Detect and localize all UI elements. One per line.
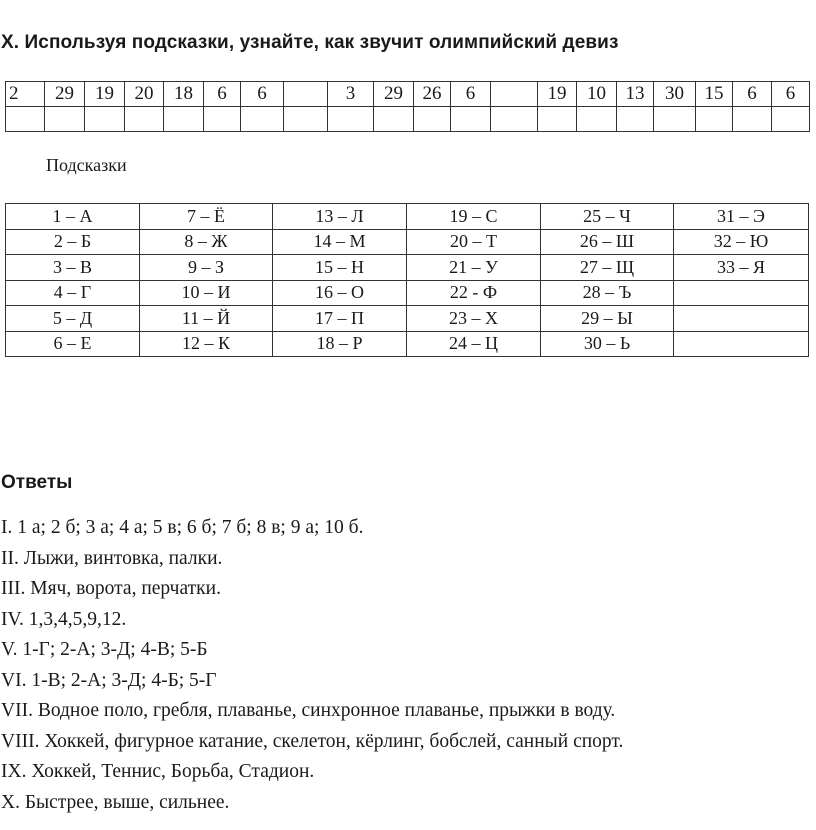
hint-cell: 28 – Ъ [541,280,674,306]
hints-table [5,203,809,357]
hint-cell: 24 – Ц [407,331,541,357]
hint-cell: 29 – Ы [541,306,674,332]
answer-cell[interactable] [241,107,284,132]
hints-row [6,280,809,306]
hint-cell: 21 – У [407,255,541,281]
hint-cell: 15 – Н [273,255,407,281]
answer-cell[interactable] [6,107,45,132]
hint-cell: 9 – З [140,255,273,281]
answer-cell[interactable] [491,107,538,132]
hint-cell: 12 – К [140,331,273,357]
hint-cell: 30 – Ь [541,331,674,357]
hint-cell: 1 – А [6,204,140,230]
hint-cell [674,280,809,306]
hint-cell: 7 – Ё [140,204,273,230]
answer-item: V. 1-Г; 2-А; 3-Д; 4-В; 5-Б [1,639,208,660]
answer-item: VI. 1-В; 2-А; 3-Д; 4-Б; 5-Г [1,669,217,691]
cipher-cell: 18 [164,82,204,107]
hint-cell: 32 – Ю [674,229,809,255]
hint-cell [674,331,809,357]
cipher-cell: 10 [577,82,617,107]
hints-row [6,204,809,230]
cipher-table [5,81,810,132]
cipher-cell: 3 [328,82,374,107]
answers-title: Ответы [1,472,73,493]
answer-cell[interactable] [733,107,772,132]
answer-cell[interactable] [284,107,328,132]
hint-cell: 33 – Я [674,255,809,281]
hint-cell: 23 – Х [407,306,541,332]
cipher-answer-row [6,107,810,132]
hints-row [6,306,809,332]
hint-cell: 20 – Т [407,229,541,255]
cipher-cell: 30 [654,82,696,107]
cipher-cell: 19 [538,82,577,107]
answer-cell[interactable] [617,107,654,132]
hint-cell: 2 – Б [6,229,140,255]
cipher-cell: 6 [733,82,772,107]
hint-cell: 10 – И [140,280,273,306]
cipher-cell: 2 [6,82,45,107]
cipher-cell: 19 [85,82,125,107]
hints-row [6,255,809,281]
hint-cell: 13 – Л [273,204,407,230]
cipher-cell [491,82,538,107]
answer-item: X. Быстрее, выше, сильнее. [1,791,230,813]
answer-item: VII. Водное поло, гребля, плаванье, синхронное плаванье, прыжки в воду. [1,700,616,721]
hint-cell: 31 – Э [674,204,809,230]
answer-cell[interactable] [451,107,491,132]
cipher-cell: 6 [451,82,491,107]
hint-cell: 25 – Ч [541,204,674,230]
hint-cell: 6 – Е [6,331,140,357]
answer-item: II. Лыжи, винтовка, палки. [1,547,223,569]
cipher-cell: 15 [696,82,733,107]
cipher-cell: 29 [45,82,85,107]
hint-cell: 5 – Д [6,306,140,332]
answer-cell[interactable] [328,107,374,132]
answer-item: IX. Хоккей, Теннис, Борьба, Стадион. [1,761,315,782]
answer-cell[interactable] [164,107,204,132]
cipher-cell: 29 [374,82,414,107]
answer-cell[interactable] [374,107,414,132]
answer-cell[interactable] [125,107,164,132]
cipher-cell: 26 [414,82,451,107]
cipher-cell: 6 [241,82,284,107]
hints-row [6,229,809,255]
answer-item: VIII. Хоккей, фигурное катание, скелетон, кёрлинг, бобслей, санный спорт. [1,730,624,752]
answer-cell[interactable] [45,107,85,132]
hints-row [6,331,809,357]
answer-cell[interactable] [414,107,451,132]
hint-cell: 22 - Ф [407,280,541,306]
answer-cell[interactable] [204,107,241,132]
hint-cell: 19 – С [407,204,541,230]
hint-cell: 11 – Й [140,306,273,332]
hint-cell: 3 – В [6,255,140,281]
cipher-numbers-row [6,82,810,107]
answer-item: IV. 1,3,4,5,9,12. [1,608,127,630]
answer-item: III. Мяч, ворота, перчатки. [1,578,221,599]
answer-cell[interactable] [654,107,696,132]
hint-cell: 17 – П [273,306,407,332]
hint-cell: 18 – Р [273,331,407,357]
hint-cell: 14 – М [273,229,407,255]
cipher-cell: 6 [204,82,241,107]
hint-cell: 16 – О [273,280,407,306]
answer-cell[interactable] [772,107,810,132]
cipher-cell: 6 [772,82,810,107]
hint-cell: 27 – Щ [541,255,674,281]
hint-cell [674,306,809,332]
hints-label: Подсказки [46,155,127,175]
hint-cell: 8 – Ж [140,229,273,255]
hint-cell: 4 – Г [6,280,140,306]
hint-cell: 26 – Ш [541,229,674,255]
answer-cell[interactable] [538,107,577,132]
answer-item: I. 1 а; 2 б; 3 а; 4 а; 5 в; 6 б; 7 б; 8 в; 9 а; 10 б. [1,517,364,538]
task-title: X. Используя подсказки, узнайте, как звучит олимпийский девиз [1,32,619,53]
answers-list [1,513,623,818]
cipher-cell [284,82,328,107]
answer-cell[interactable] [85,107,125,132]
answer-cell[interactable] [577,107,617,132]
cipher-cell: 20 [125,82,164,107]
cipher-cell: 13 [617,82,654,107]
answer-cell[interactable] [696,107,733,132]
